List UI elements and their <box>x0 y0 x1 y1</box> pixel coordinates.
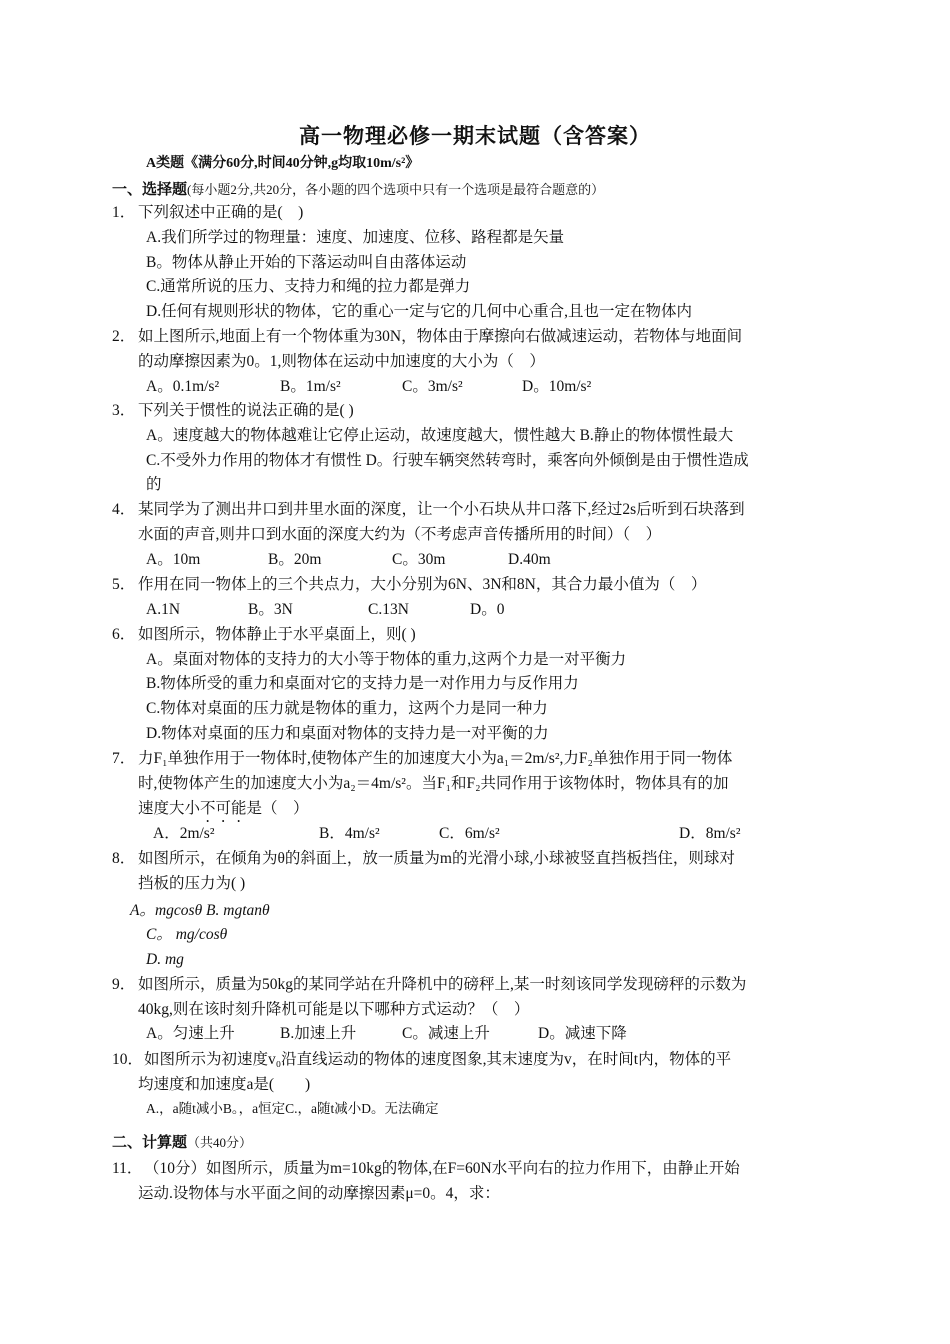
options-row <box>153 821 741 846</box>
option-a: A。0.1m/s² <box>146 378 220 395</box>
question-9 <box>112 972 812 1022</box>
options-row: A.，a随t减小B。，a恒定C.，a随t减小D。无法确定 <box>146 1101 439 1116</box>
question-10 <box>112 1047 812 1097</box>
question-stem-line2: 运动.设物体与水平面之间的动摩擦因素μ=0。4，求： <box>138 1185 500 1202</box>
question-stem-line2: 的动摩擦因素为0。1,则物体在运动中加速度的大小为（ ） <box>138 353 545 370</box>
question-3 <box>112 398 812 423</box>
emphasis-text: 不可能 <box>200 800 247 817</box>
option-b: B．4m/s² <box>319 825 380 842</box>
question-stem: 下列关于惯性的说法正确的是( ) <box>138 402 354 419</box>
question-stem-line1: 力F₁单独作用于一物体时,使物体产生的加速度大小为a₁＝2m/s²,力F₂单独作用于同一物体 <box>138 750 733 767</box>
question-stem-line2: 均速度和加速度a是( ) <box>138 1076 311 1093</box>
exam-subtitle: A类题《满分60分,时间40分钟,g均取10m/s²》 <box>146 156 420 171</box>
question-number: 10． <box>112 1051 144 1068</box>
option-c: C．6m/s² <box>439 825 500 842</box>
option-d: D。10m/s² <box>522 378 592 395</box>
section-heading-calc <box>112 1131 252 1152</box>
question-number: 2． <box>112 328 136 345</box>
question-stem: 作用在同一物体上的三个共点力，大小分别为6N、3N和8N，其合力最小值为（ ） <box>138 576 707 593</box>
question-number: 3． <box>112 402 136 419</box>
question-2 <box>112 324 812 374</box>
section-note: （共40分） <box>187 1135 253 1150</box>
question-11 <box>112 1156 812 1206</box>
options-ab: A。mgcosθ B. mgtanθ <box>130 902 270 919</box>
option-c: C。 mg/cosθ <box>146 926 228 943</box>
question-number: 6． <box>112 626 136 643</box>
question-5 <box>112 572 812 597</box>
option-a: A。匀速上升 <box>146 1025 235 1042</box>
question-stem: 下列叙述中正确的是( ) <box>138 204 304 221</box>
page-title: 高一物理必修一期末试题（含答案） <box>299 124 651 148</box>
question-number: 9． <box>112 976 136 993</box>
question-number: 8． <box>112 850 136 867</box>
question-stem-line1: 如上图所示,地面上有一个物体重为30N，物体由于摩擦向右做减速运动，若物体与地面间 <box>138 328 743 345</box>
section-title: 二、计算题 <box>112 1135 188 1151</box>
section-title: 一、选择题 <box>112 182 188 198</box>
option-d: D.物体对桌面的压力和桌面对物体的支持力是一对平衡的力 <box>146 725 549 742</box>
question-1 <box>112 200 812 225</box>
options-row <box>146 597 504 622</box>
options-row <box>146 374 591 399</box>
option-d: D.任何有规则形状的物体，它的重心一定与它的几何中心重合,且也一定在物体内 <box>146 303 692 320</box>
question-stem-line1: 某同学为了测出井口到井里水面的深度，让一个小石块从井口落下,经过2s后听到石块落到 <box>138 501 745 518</box>
options-row <box>146 547 551 572</box>
option-c: C。减速上升 <box>402 1025 490 1042</box>
question-number: 11． <box>112 1160 143 1177</box>
question-4 <box>112 497 812 547</box>
question-stem-line2: 水面的声音,则井口到水面的深度大约为（不考虑声音传播所用的时间）（ ） <box>138 526 662 543</box>
question-6 <box>112 622 812 647</box>
question-number: 4． <box>112 501 136 518</box>
option-a: A.1N <box>146 601 181 618</box>
section-note: (每小题2分,共20分，各小题的四个选项中只有一个选项是最符合题意的） <box>187 182 605 197</box>
stem-part: 速度大小 <box>138 800 201 817</box>
option-d: D.40m <box>508 551 551 568</box>
option-b: B。20m <box>268 551 322 568</box>
option-b: B。1m/s² <box>280 378 341 395</box>
option-d: D. mg <box>146 951 184 968</box>
option-a: A。桌面对物体的支持力的大小等于物体的重力,这两个力是一对平衡力 <box>146 651 627 668</box>
question-8 <box>112 846 812 896</box>
question-stem-line1: 如图所示，质量为50kg的某同学站在升降机中的磅秤上,某一时刻该同学发现磅秤的示数为 <box>138 976 747 993</box>
option-c: C.物体对桌面的压力就是物体的重力，这两个力是同一种力 <box>146 700 548 717</box>
option-b: B。3N <box>248 601 293 618</box>
option-a: A．2m/s² <box>153 825 215 842</box>
option-c: C.13N <box>368 601 409 618</box>
option-a: A。10m <box>146 551 201 568</box>
option-b: B.物体所受的重力和桌面对它的支持力是一对作用力与反作用力 <box>146 675 579 692</box>
option-d: D。0 <box>470 601 505 618</box>
option-a: A.我们所学过的物理量：速度、加速度、位移、路程都是矢量 <box>146 229 565 246</box>
option-c: C。3m/s² <box>402 378 463 395</box>
options-row <box>146 1021 627 1046</box>
stem-part: 是（ ） <box>246 800 309 817</box>
section-heading-choice <box>112 178 604 199</box>
option-b: B.加速上升 <box>280 1025 357 1042</box>
question-stem-line2: 挡板的压力为( ) <box>138 875 246 892</box>
option-b: B。物体从静止开始的下落运动叫自由落体运动 <box>146 254 467 271</box>
question-stem-line1: （10分）如图所示，质量为m=10kg的物体,在F=60N水平向右的拉力作用下，由静止开始 <box>144 1160 740 1177</box>
question-stem-line1: 如图所示为初速度v₀沿直线运动的物体的速度图象,其末速度为v，在时间t内，物体的平 <box>144 1051 732 1068</box>
question-stem-line2: 时,使物体产生的加速度大小为a₂＝4m/s²。当F₁和F₂共同作用于该物体时，物体具有的加 <box>138 775 729 792</box>
option-d: D。减速下降 <box>538 1025 627 1042</box>
option-c: C。30m <box>392 551 446 568</box>
question-stem-line1: 如图所示，在倾角为θ的斜面上，放一质量为m的光滑小球,小球被竖直挡板挡住，则球对 <box>138 850 735 867</box>
question-7 <box>112 746 812 826</box>
options-cd-cont: 的 <box>146 476 162 493</box>
options-ab: A。速度越大的物体越难让它停止运动，故速度越大，惯性越大 B.静止的物体惯性最大 <box>146 427 734 444</box>
option-d: D．8m/s² <box>679 825 741 842</box>
question-stem-line2: 40kg,则在该时刻升降机可能是以下哪种方式运动？（ ） <box>138 1001 530 1018</box>
question-number: 7． <box>112 750 136 767</box>
question-stem: 如图所示，物体静止于水平桌面上，则( ) <box>138 626 416 643</box>
options-cd: C.不受外力作用的物体才有惯性 D。行驶车辆突然转弯时，乘客向外倾倒是由于惯性造成 <box>146 452 749 469</box>
question-number: 5． <box>112 576 136 593</box>
option-c: C.通常所说的压力、支持力和绳的拉力都是弹力 <box>146 278 471 295</box>
question-number: 1． <box>112 204 136 221</box>
